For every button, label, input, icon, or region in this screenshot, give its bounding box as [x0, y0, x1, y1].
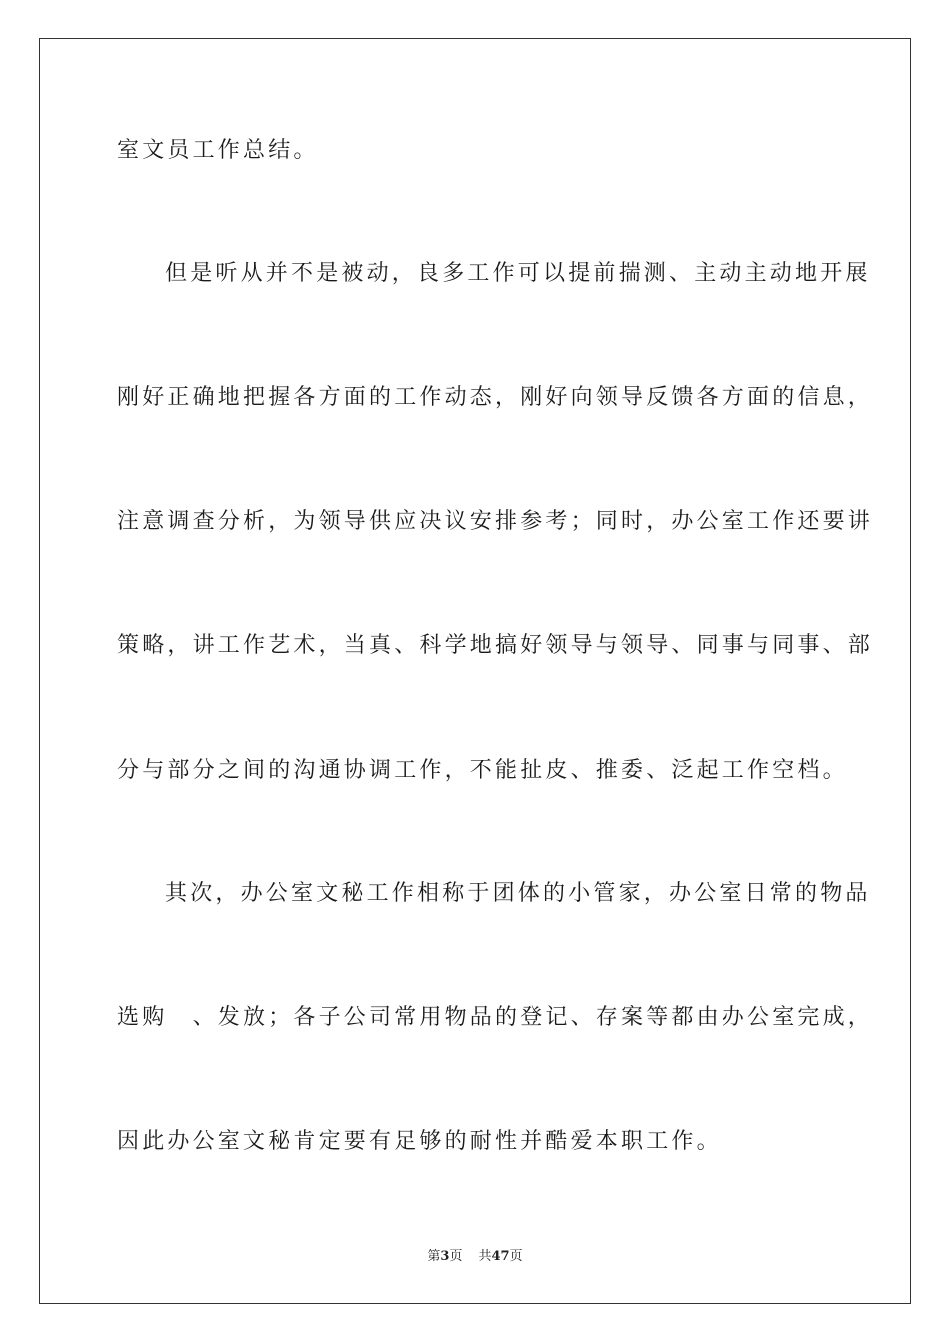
- page-number: 3: [440, 1249, 450, 1264]
- text-line-5: 策略，讲工作艺术，当真、科学地搞好领导与领导、同事与同事、部: [117, 633, 874, 658]
- page-footer: [0, 1245, 950, 1264]
- page-prefix: 第: [427, 1249, 441, 1264]
- text-line-1: 室文员工作总结。: [117, 138, 319, 163]
- page-suffix: 页: [449, 1249, 463, 1264]
- text-line-3: 刚好正确地把握各方面的工作动态，刚好向领导反馈各方面的信息，: [117, 385, 874, 410]
- total-prefix: 共: [478, 1249, 492, 1264]
- text-line-7: 其次，办公室文秘工作相称于团体的小管家，办公室日常的物品: [165, 881, 871, 906]
- text-line-6: 分与部分之间的沟通协调工作，不能扯皮、推委、泛起工作空档。: [117, 758, 848, 783]
- page-border: [39, 38, 911, 1304]
- text-line-8: 选购 、发放；各子公司常用物品的登记、存案等都由办公室完成，: [117, 1005, 874, 1030]
- text-line-2: 但是听从并不是被动，良多工作可以提前揣测、主动主动地开展: [165, 261, 871, 286]
- total-suffix: 页: [509, 1249, 523, 1264]
- text-line-4: 注意调查分析，为领导供应决议安排参考；同时，办公室工作还要讲: [117, 509, 874, 534]
- total-pages: 47: [491, 1249, 510, 1264]
- text-line-9: 因此办公室文秘肯定要有足够的耐性并酷爱本职工作。: [117, 1129, 722, 1154]
